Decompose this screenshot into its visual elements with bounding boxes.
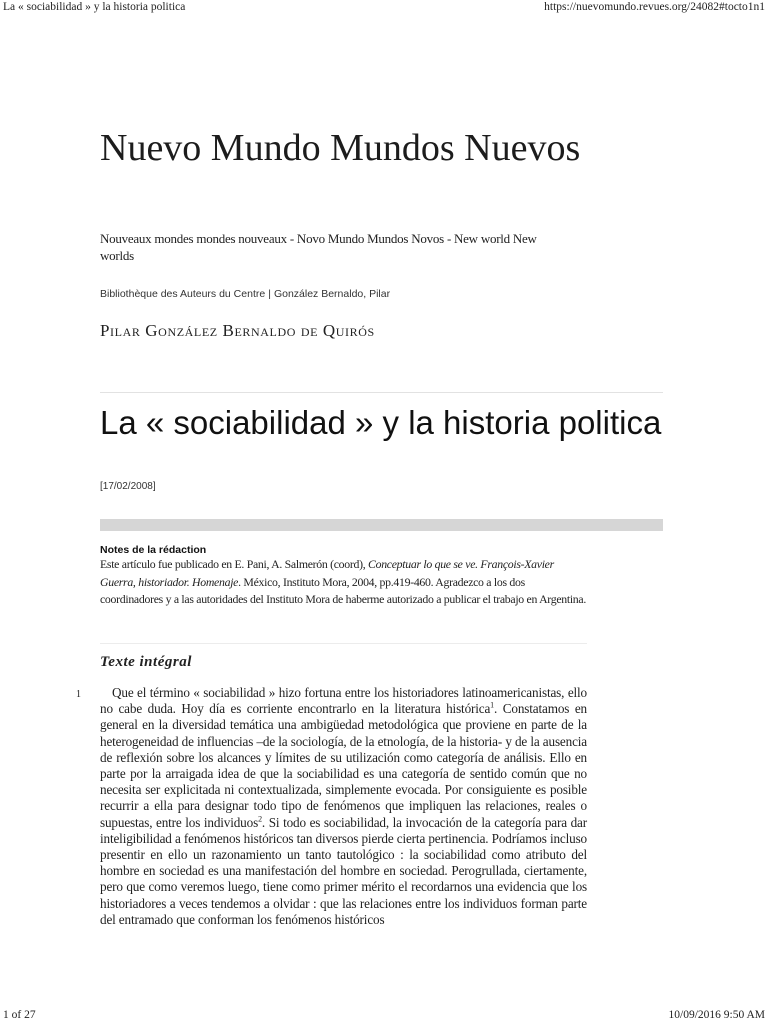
journal-subtitle: Nouveaux mondes mondes nouveaux - Novo Mundo Mundos Novos - New world New worlds — [100, 231, 537, 263]
notes-text — [100, 556, 587, 609]
footnote-link-1[interactable]: 1 — [490, 700, 495, 710]
footnote-link-2[interactable]: 2 — [258, 814, 262, 824]
print-url: https://nuevomundo.revues.org/24082#tocto1n1 — [544, 1, 765, 13]
journal-title[interactable]: Nuevo Mundo Mundos Nuevos — [100, 127, 581, 169]
notes-text-after: . México, Instituto Mora, 2004, pp.419-460. Agradezco a los dos coordinadores y a las autoridades del Instituto Mora de haberme autorizado a publicar el trabajo en Argentina. — [100, 574, 586, 606]
print-footer — [0, 1008, 768, 1024]
article-title: La « sociabilidad » y la historia politica — [100, 404, 662, 441]
breadcrumb-separator: | — [268, 288, 271, 300]
author-name[interactable]: Pilar González Bernaldo de Quirós — [100, 321, 375, 340]
breadcrumb — [100, 288, 390, 300]
breadcrumb-author-link[interactable]: González Bernaldo, Pilar — [273, 288, 391, 300]
section-heading: Texte intégral — [100, 654, 192, 670]
divider — [100, 392, 663, 393]
article-date: [17/02/2008] — [100, 481, 156, 492]
paragraph-part-2: . Constatamos en general en la diversidad temática una ambigüedad metodológica que proviene en parte de la heterogeneidad de influencias –de la sociología, de la etnología, de la historia- y de la ausencia de reflexión sobre los alcances y límites de su utilización como categoría de análisis. Ello en parte por la arraigada idea de que la sociabilidad es una categoría de sentido común que no necesita ser explicitada ni contextualizada, simplemente evocada. Por consiguiente es posible recurrir a ella para designar todo tipo de fenómenos que impliquen las relaciones, reales o supuestas, entre los individuos — [100, 701, 587, 830]
print-page-count: 1 of 27 — [3, 1009, 36, 1021]
paragraph-text — [100, 685, 587, 928]
toolbar-band — [100, 519, 663, 531]
breadcrumb-section-link[interactable]: Bibliothèque des Auteurs du Centre — [100, 288, 266, 300]
print-page-title: La « sociabilidad » y la historia politica — [3, 1, 186, 13]
print-datetime: 10/09/2016 9:50 AM — [668, 1009, 765, 1021]
notes-book-title: Conceptuar lo que se ve. François-Xavier Guerra, historiador. Homenaje — [100, 557, 554, 589]
divider — [100, 643, 587, 644]
notes-text-before: Este artículo fue publicado en E. Pani, A. Salmerón (coord), — [100, 557, 369, 571]
print-header — [0, 0, 768, 16]
paragraph-part-3: . Si todo es sociabilidad, la invocación de la categoría para dar inteligibilidad a fenómenos históricos tan diversos pierde cierta pertinencia. Podríamos incluso presentir en ello un razonamiento un tanto tautológico : la sociabilidad como atributo del hombre en sociedad es una manifestación del hombre en sociedad. Perogrullada, ciertamente, pero que como veremos luego, tiene como primer mérito el recordarnos una evidencia que los historiadores a veces tendemos a olvidar : que las relaciones entre los individuos forman parte del entramado que conforman los fenómenos históricos — [100, 814, 587, 927]
paragraph-number: 1 — [76, 689, 81, 700]
paragraph-part-1: Que el término « sociabilidad » hizo fortuna entre los historiadores latinoamericanistas, ello no cabe duda. Hoy día es corriente encontrarlo en la literatura histórica — [100, 685, 587, 717]
notes-heading: Notes de la rédaction — [100, 544, 207, 556]
